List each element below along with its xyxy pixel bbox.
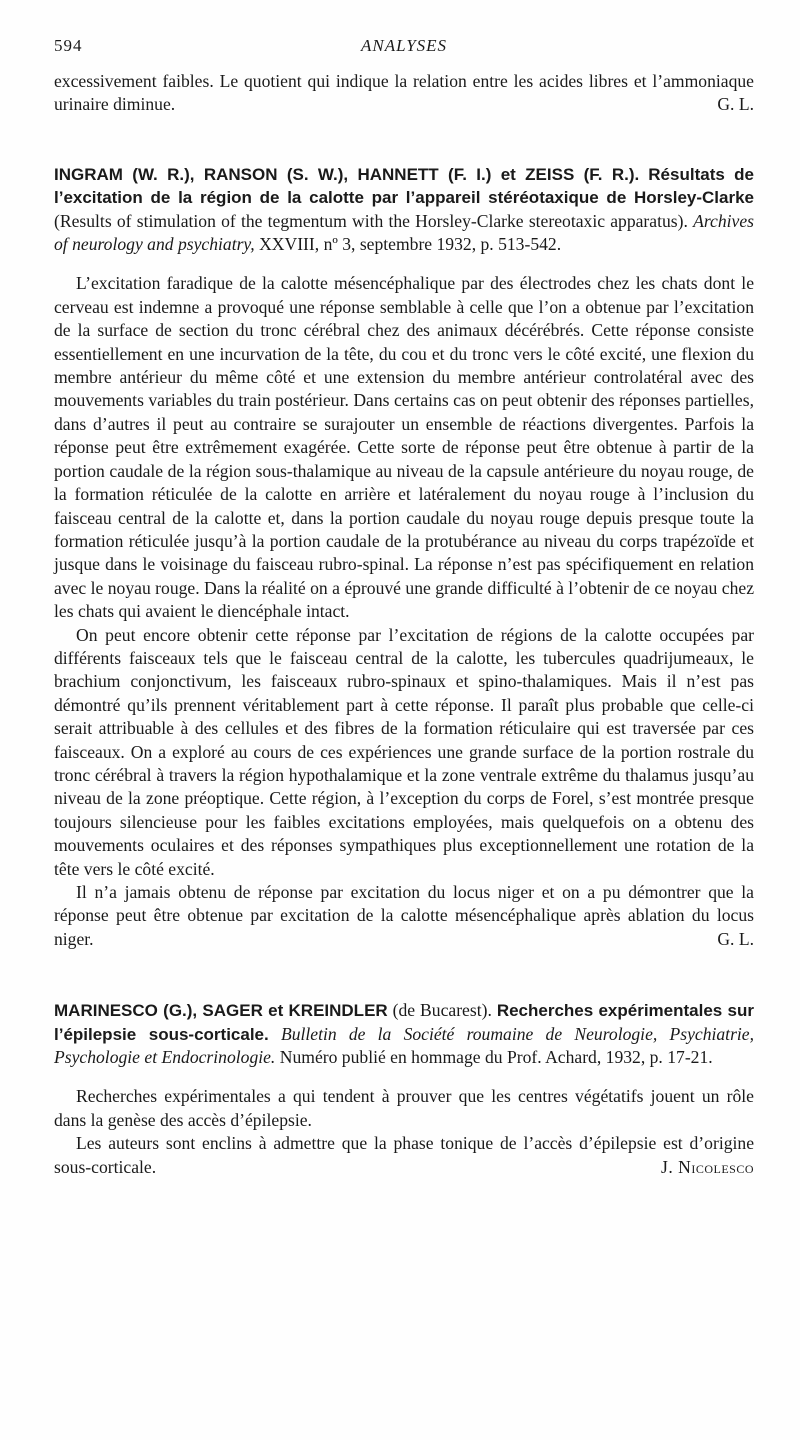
review-signature: J. Nicolesco	[660, 1156, 754, 1177]
review-signature: G. L.	[717, 928, 754, 949]
page-content	[54, 70, 754, 1179]
entry-citation: XXVIII, nº 3, septembre 1932, p. 513-542.	[259, 234, 562, 255]
review-paragraph: Recherches expérimentales a qui tendent à prouver que les centres végétatifs jouent un rôle dans la genèse des accès d’épilepsie.	[54, 1086, 754, 1130]
running-head	[54, 36, 754, 58]
review-paragraph-text: Il n’a jamais obtenu de réponse par excitation du locus niger et on a pu démontrer que la réponse peut être obtenue par excitation de la calotte mésencéphalique après ablation du locus niger.	[54, 882, 754, 949]
review-ingram	[54, 163, 754, 951]
entry-heading-ingram	[54, 163, 754, 257]
entry-citation: Numéro publié en hommage du Prof. Achard, 1932, p. 17-21.	[279, 1047, 713, 1068]
entry-authors: INGRAM (W. R.), RANSON (S. W.), HANNETT (F. I.) et ZEISS (F. R.).	[54, 164, 640, 184]
entry-journal: Archives of neurology and psychiatry,	[54, 210, 754, 255]
carryover-paragraph	[54, 70, 754, 117]
review-paragraph	[54, 1132, 754, 1179]
review-paragraph: L’excitation faradique de la calotte mésencéphalique par des électrodes chez les chats dont le cerveau est indemne a provoqué une réponse semblable à celle que l’on a obtenue par l’excitation de la surface de section du tronc cérébral chez des animaux décérébrés. Cette réponse consiste essentiellement en une incurvation de la tête, du cou et du tronc vers le côté excité, une flexion du membre antérieur du même côté et une extension du membre antérieur controlatéral avec des mouvements variables du train postérieur. Dans certains cas on peut obtenir des réponses partielles, dans d’autres il peut au contraire se surajouter un ensemble de réactions divergentes. Parfois la réponse peut être extrêmement exagérée. Cette sorte de réponse peut être obtenue à partir de la portion caudale de la région sous-thalamique au niveau de la capsule antérieure du noyau rouge, de la formation réticulée de la calotte en arrière et latéralement du noyau rouge à l’inclusion du faisceau central de la calotte et, dans la portion caudale du noyau rouge depuis presque toute la formation réticulée jusqu’à la portion caudale de la protubérance au niveau du corps trapézoïde et jusque dans le voisinage du faisceau rubro-spinal. La réponse n’est pas spécifiquement en relation avec le noyau rouge. Dans la réalité on a éprouvé une grande difficulté à l’obtenir de ce noyau chez les chats qui avaient le diencéphale intact.	[54, 273, 754, 622]
entry-title: Résultats de l’excitation de la région de la calotte par l’appareil stéréotaxique de Horsley-Clarke	[54, 164, 754, 208]
carryover-text: excessivement faibles. Le quotient qui indique la relation entre les acides libres et l’ammoniaque urinaire diminue.	[54, 71, 754, 115]
entry-original-title: (Results of stimulation of the tegmentum with the Horsley-Clarke stereotaxic apparatus).	[54, 210, 688, 231]
entry-journal: Bulletin de la Société roumaine de Neurologie, Psychiatrie, Psychologie et Endocrinologie.	[54, 1023, 755, 1068]
section-title: ANALYSES	[360, 36, 448, 55]
entry-heading-marinesco	[54, 999, 754, 1069]
entry-location: (de Bucarest).	[392, 1000, 492, 1021]
review-paragraph	[54, 881, 754, 951]
entry-title: Recherches expérimentales sur l’épilepsie sous-corticale.	[54, 1001, 754, 1044]
entry-authors: MARINESCO (G.), SAGER et KREINDLER	[54, 1001, 388, 1021]
review-paragraph: On peut encore obtenir cette réponse par l’excitation de régions de la calotte occupées par différents faisceaux tels que le faisceau central de la calotte, les tubercules quadrijumeaux, le brachium conjonctivum, les faisceaux rubro-spinaux et spino-thalamiques. Mais il n’est pas démontré qu’ils prennent véritablement part à cette réponse. Il paraît plus probable que celle-ci serait attribuable à des cellules et des fibres de la formation réticulaire qui est traversée par ces faisceaux. On a exploré au cours de ces expériences une grande surface de la portion rostrale du tronc cérébral à travers la région hypothalamique et la zone ventrale extrême du thalamus jusqu’au niveau de la zone préoptique. Cette région, à l’exception du corps de Forel, s’est montrée presque toujours silencieuse pour les faibles excitations employées, mais quelquefois on a obtenu des mouvements oculaires et des réponses sympathiques plus exceptionnellement une rotation de la tête vers le côté excité.	[54, 624, 754, 879]
carryover-signature: G. L.	[717, 94, 754, 115]
review-marinesco	[54, 999, 754, 1179]
page-number: 594	[54, 36, 83, 55]
review-paragraph-text: Les auteurs sont enclins à admettre que la phase tonique de l’accès d’épilepsie est d’origine sous-corticale.	[54, 1133, 754, 1177]
